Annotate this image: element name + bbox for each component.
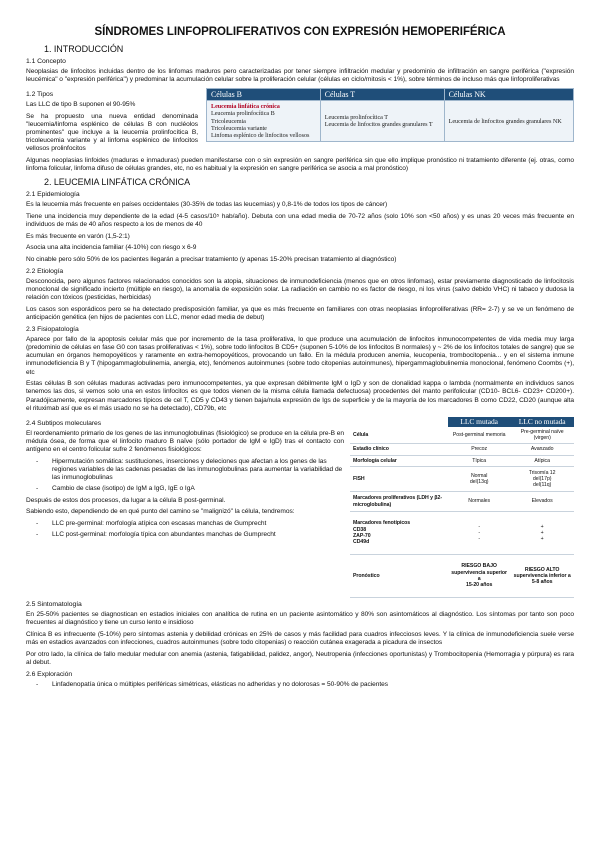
paragraph-sin-3: Por otro lado, la clínica de fallo medular medular con anemia (astenia, fatigabilidad, palidez, angor), Neutropenia (infecciones oportunistas) y Trombocitopenia (Hemorragia y púrpura) es rara al debut. <box>26 650 574 667</box>
cell-mutada: Precoz <box>448 444 510 455</box>
table-header-celulas-nk: Células NK <box>444 88 573 100</box>
subheading-subtipos: 2.4 Subtipos moleculares <box>26 419 102 427</box>
paragraph-eti-1: Desconocida, pero algunos factores relacionados conocidos son la atopia, situaciones de inmunodeficiencia (menos que en otros linfomas), estar previamente diagnosticado de linfocitosis monoclonal de significado incierto (múltiple en riesgo), la anomalía de exposición solar. La radiación en cambio no es factor de riesgo, ni los virus (salvo debido VHC) ni tabaco y dudosa la relación con tóxicos (pesticidas, herbicidas) <box>26 277 574 302</box>
paragraph-epi-1: Es la leucemia más frecuente en países occidentales (30-35% de todas las leucemias) y 0,8-1% de todos los tipos de cáncer) <box>26 201 388 209</box>
cell-no-mutada: Atípica <box>510 455 574 466</box>
paragraph-sub-3: Sabiendo esto, dependiendo de en qué punto del camino se "malignizó" la célula, tendremos: <box>26 508 295 516</box>
cell-mutada: Típica <box>448 455 510 466</box>
cell-no-mutada: RIESGO ALTO supervivencia inferior a 5-8 años <box>510 555 574 598</box>
llc-comparison-column <box>350 417 574 598</box>
list-item: Leucemia prolinfocítica B <box>211 110 275 118</box>
row-label: Célula <box>350 427 448 444</box>
subtipos-row <box>26 417 574 598</box>
cell-types-table-column <box>206 88 574 157</box>
paragraph-fis-1: Aparece por fallo de la apoptosis celular más que por incremento de la tasa proliferativa, lo que produce una acumulación de linfocitos inmunocompetentes de vida media muy larga (predominio de células en fase G0 con tasas proliferativas < 1%), sobre todo linfocitos B CD5+ (suponen 5-10% de los linfocitos B normales) y ~ 2% de los linfocitos totales de sangre) que se acumulan en órganos hemopoyéticos y raramente en extra-hemopoyéticos, provocando un fallo. En la médula producen anemia, leucopenia, trombocitopenia... y en el sistema inmune inmunodeficiencia B y T (hipogammaglobulinemia, anergia, etc), fenómenos autoinmunes (sobre todo citopenias autoinmunes), hipergammaglobulinemia monoclonal, fenómeno Coombs (+), etc <box>26 335 574 376</box>
dash-marker: - <box>36 531 39 539</box>
paragraph-tipos-2: Se ha propuesto una nueva entidad denominada "leucemia/linfoma esplénico de células B con nucléolos prominentes" que incluye a la leucemia prolinfocítica B, tricoleucemia variante y al linfoma esplénico de linfocitos vellosos prolinfocitos <box>26 112 198 153</box>
table-row <box>350 492 574 512</box>
llc-comparison-table <box>350 417 574 598</box>
subheading-sintomatologia: 2.5 Sintomatología <box>26 601 82 609</box>
row-label: Morfología celular <box>350 455 448 466</box>
cell-mutada: - - - <box>448 512 510 555</box>
table-row <box>350 467 574 492</box>
bullet-text: Hipermutación somática: sustituciones, inserciones y deleciones que afectan a los genes de las regiones variables de las cadenas pesadas de las inmunoglobulinas para aumentar la variabilidad de las inmunoglobulinas <box>52 457 343 482</box>
section-heading-llc: 2. LEUCEMIA LINFÁTICA CRÓNICA <box>44 177 191 188</box>
paragraph-concepto: Neoplasias de linfocitos incluidas dentro de los linfomas maduros pero caracterizadas por tener siempre infiltración medular y predominio de infiltración en sangre periférica ("expresión leucémica" o "expresión periférica") y predominar la acumulación celular sobre la proliferación celular (células en ciclo/mitosis < 1%), sobre términos de incluso más que linfoproliferativas <box>26 68 574 84</box>
nk-cell-list <box>444 101 573 142</box>
b-cell-list <box>207 101 321 142</box>
row-label: Marcadores proliferativos (LDH y β2-microglobulina) <box>350 492 448 512</box>
subheading-epidemiologia: 2.1 Epidemiología <box>26 191 80 199</box>
paragraph-fis-2: Estas células B son células maduras activadas pero inmunocompetentes, ya que expresan débilmente IgM o IgD y son de clonalidad kappa o lambda (normalmente en individuos sanos tenemos las dos, si vemos solo una en estos linfocitos es que todos vienen de la misma célula llamada defectuosa) procedentes del manto perifolicular (CD10- BCL6- CD23+ CD200+). Paradójicamente, expresan marcadores típicos de cel T, CD5 y CD43 y tienen baja/nula expresión de Igs de superficie y de la mayoría de los marcadores B como CD22, CD20 (aunque alta el rituximab así que es el más usado no se ha detectado), CD79b, etc <box>26 380 574 412</box>
dash-marker: - <box>36 519 39 527</box>
paragraph-sin-1: En 25-50% pacientes se diagnostican en estadios iniciales con analítica de rutina en un paciente asintomático y 80% son asintomáticos al diagnóstico. Los síntomas por tanto son poco frecuentes al diagnóstico y tiene un curso lento e insidioso <box>26 611 574 627</box>
cell-no-mutada: + + + <box>510 512 574 555</box>
cell-types-table <box>206 88 574 142</box>
bullet-text: LLC pre-germinal: morfología atípica con escasas manchas de Gumprecht <box>52 519 267 527</box>
bullet-cambio-clase <box>36 485 344 493</box>
dash-marker: - <box>36 457 39 465</box>
row-label: FISH <box>350 467 448 492</box>
paragraph-epi-5: No cinable pero sólo 50% de los pacientes llegarán a precisar tratamiento (y apenas 15-20% precisan tratamiento al diagnóstico) <box>26 256 397 264</box>
bullet-hipermutacion <box>36 457 344 483</box>
paragraph-sin-2: Clínica B es infrecuente (5-10%) pero síntomas astenia y debilidad crónicas en 25% de casos y más facilidad para cuadros infecciosos leves. Y la clínica de inmunodeficiencia suele verse más en estadios avanzados con infecciones, cuadros autoinmunes (sobre todo citopenias) o reacción cutánea exagerada a picadura de insectos <box>26 630 574 647</box>
cell-no-mutada: Elevados <box>510 492 574 512</box>
table-row <box>350 444 574 455</box>
list-item: Leucemia de linfocitos grandes granulares NK <box>448 117 562 125</box>
list-item: Leucemia prolinfocítica T <box>324 113 388 121</box>
table-corner <box>350 417 448 427</box>
row-label: Estadio clínico <box>350 444 448 455</box>
cell-mutada: Post-germinal memoria <box>448 427 510 444</box>
tipos-row <box>26 88 574 157</box>
paragraph-epi-3: Es más frecuente en varón (1,5-2:1) <box>26 232 130 240</box>
cell-no-mutada: Trisomía 12 del(17p) del(11q) <box>510 467 574 492</box>
bullet-text: LLC post-germinal: morfología típica con abundantes manchas de Gumprecht <box>52 531 276 539</box>
section-heading-introduccion: 1. INTRODUCCIÓN <box>44 44 124 54</box>
subtipos-text-column <box>26 417 344 598</box>
table-row <box>350 455 574 466</box>
paragraph-eti-2: Los casos son esporádicos pero se ha detectado predisposición familiar, ya que es más frecuente en familiares con otras neoplasias linfoproliferativas (RR= 2-7) y se ve un fenómeno de anticipación genética (en hijos de pacientes con LLC, menor edad media de debut) <box>26 305 574 322</box>
paragraph-sub-2: Después de estos dos procesos, da lugar a la célula B post-germinal. <box>26 496 226 504</box>
subheading-etiologia: 2.2 Etiología <box>26 267 64 275</box>
row-label: Marcadores fenotípicos CD38 ZAP-70 CD49d <box>350 512 448 555</box>
bullet-linfadenopatia <box>36 680 574 689</box>
paragraph-epi-2: Tiene una incidencia muy dependiente de la edad (4-5 casos/10⁵ hab/año). Debuta con una edad media de 70-72 años (solo 10% son <50 años) y es unas 20 veces más frecuente en individuos de más de 40 años respecto a los de menos de 40 <box>26 212 574 228</box>
list-item: Tricoleucemia <box>211 117 246 125</box>
table-header-llc-mutada: LLC mutada <box>448 417 510 427</box>
paragraph-tipos-3: Algunas neoplasias linfoides (maduras e inmaduras) pueden manifestarse con o sin expresión en sangre periférica sin que ello implique pronóstico ni tratamiento diferente (ej. otras, como linfoma folicular, linfoma difuso de células grandes, etc, no es habitual y la expresión en sangre periférica se asocia a mal pronóstico) <box>26 157 574 173</box>
list-item: Tricoleucemia variante <box>211 124 267 132</box>
table-header-celulas-t: Células T <box>320 88 444 100</box>
cell-no-mutada: Pre-germinal naïve (virgen) <box>510 427 574 444</box>
bullet-llc-postgerminal <box>36 531 344 539</box>
bullet-text: Cambio de clase (isotipo) de IgM a IgG, IgE o IgA <box>52 485 195 493</box>
list-item: Leucemia de linfocitos grandes granulares T <box>324 121 433 129</box>
table-header-celulas-b: Células B <box>207 88 321 100</box>
tipos-text-column <box>26 88 198 157</box>
dash-marker: - <box>36 680 39 688</box>
cell-no-mutada: Avanzado <box>510 444 574 455</box>
subheading-exploracion: 2.6 Exploración <box>26 670 73 678</box>
t-cell-list <box>320 101 444 142</box>
table-row <box>350 555 574 598</box>
document-title: SÍNDROMES LINFOPROLIFERATIVOS CON EXPRESIÓN HEMOPERIFÉRICA <box>94 26 506 38</box>
bullet-text: Linfadenopatía única o múltiples periféricas simétricas, elásticas no adheridas y no dolorosas = 50-90% de pacientes <box>52 680 388 688</box>
dash-marker: - <box>36 485 39 493</box>
subheading-fisiopatologia: 2.3 Fisiopatología <box>26 325 79 333</box>
list-item: Leucemia linfática crónica <box>211 103 280 111</box>
bullet-llc-pregerminal <box>36 519 344 528</box>
table-row <box>350 427 574 444</box>
row-label: Pronóstico <box>350 555 448 598</box>
cell-mutada: RIESGO BAJO supervivencia superior a 15-20 años <box>448 555 510 598</box>
list-item: Linfoma esplénico de linfocitos vellosos <box>211 131 310 139</box>
table-row <box>350 512 574 555</box>
paragraph-sub-1: El reordenamiento primario de los genes de las inmunoglobulinas (fisiológico) se produce en la célula pre-B en médula ósea, de forma que el linfocito maduro B naïve (sólo portador de IgM e IgD) tras el contacto con antígeno en el centro folicular sufre 2 fenómenos fisiológicos: <box>26 429 344 453</box>
paragraph-tipos-1: Las LLC de tipo B suponen el 90-95% <box>26 100 136 108</box>
table-header-llc-no-mutada: LLC no mutada <box>510 417 574 427</box>
subheading-tipos: 1.2 Tipos <box>26 90 54 98</box>
subheading-concepto: 1.1 Concepto <box>26 58 66 65</box>
paragraph-epi-4: Asocia una alta incidencia familiar (4-10%) con riesgo x 6-9 <box>26 244 197 252</box>
cell-mutada: Normal del(13q) <box>448 467 510 492</box>
cell-mutada: Normales <box>448 492 510 512</box>
